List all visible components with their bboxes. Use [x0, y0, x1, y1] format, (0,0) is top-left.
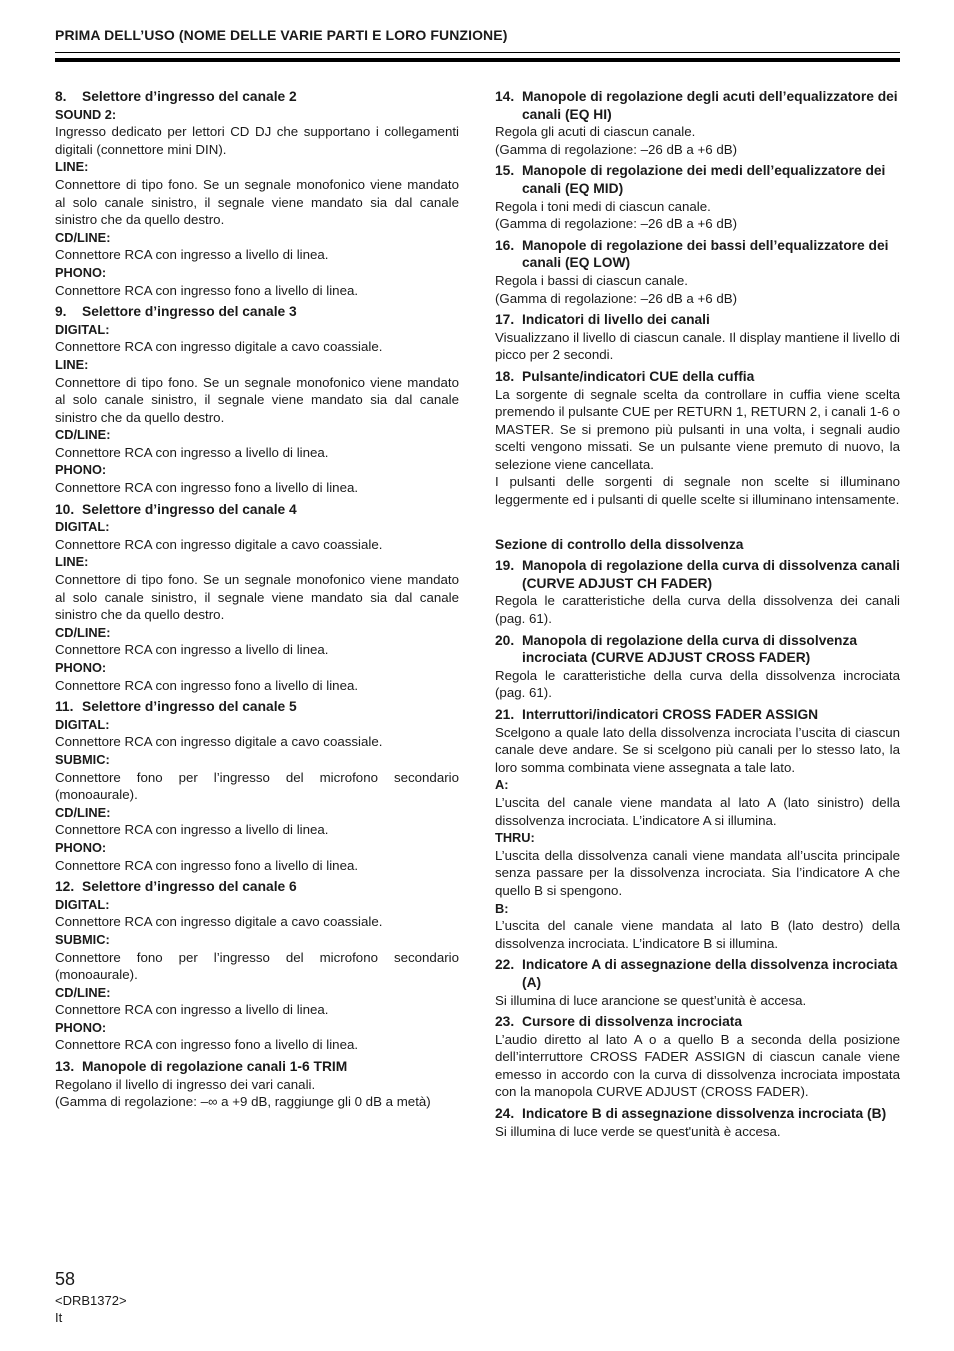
section-heading [495, 237, 900, 272]
section-heading [495, 1105, 900, 1123]
section-number: 17. [495, 312, 515, 328]
section-heading [55, 501, 459, 519]
entry-text: Regola i bassi di ciascun canale. [495, 272, 688, 288]
section-item [495, 706, 900, 952]
entry-text: Si illumina di luce arancione se quest’unità è accesa. [495, 992, 807, 1008]
entry-text: L’uscita del canale viene mandata al lato B (lato destro) della dissolvenza incrociata. L’indicatore B si illumina. [495, 918, 900, 951]
header-rule-thin [55, 52, 900, 53]
page-header-title: PRIMA DELL’USO (NOME DELLE VARIE PARTI E LORO FUNZIONE) [55, 27, 508, 43]
section-heading [495, 632, 900, 667]
section-heading [495, 311, 900, 329]
section-number: 23. [495, 1014, 515, 1030]
entry-label: PHONO: [55, 660, 107, 675]
entry-label: DIGITAL: [55, 321, 110, 337]
entry-label: CD/LINE: [55, 229, 111, 245]
section-number: 20. [495, 632, 515, 648]
entry-label: DIGITAL: [55, 519, 110, 535]
entry-text: Connettore RCA con ingresso digitale a cavo coassiale. [55, 914, 383, 930]
section-title: Selettore d’ingresso del canale 4 [82, 501, 297, 517]
section-title: Manopole di regolazione canali 1-6 TRIM [82, 1059, 348, 1075]
entry-label: LINE: [55, 356, 89, 372]
section-item [495, 88, 900, 158]
entry-text: L’audio diretto al lato A o a quello B a seconda della posizione dell’interruttore CROSS FADER ASSIGN di ciascun canale viene emesso in accordo con la curva di dissolvenza incrociata impostata con la manopola CURVE ADJUST (CROSS FADER). [495, 1031, 900, 1100]
section-heading [495, 706, 900, 724]
entry-text: Connettore RCA con ingresso fono a livello di linea. [55, 1037, 359, 1053]
section-subheading: Sezione di controllo della dissolvenza [495, 536, 744, 552]
document-code: <DRB1372> [55, 1293, 127, 1308]
left-column [55, 88, 459, 1111]
entry-label: A: [495, 777, 509, 793]
entry-text: Connettore RCA con ingresso fono a livello di linea. [55, 282, 359, 298]
entry-text: Connettore RCA con ingresso fono a livello di linea. [55, 480, 359, 496]
section-item [495, 162, 900, 232]
section-number: 14. [495, 89, 515, 104]
section-item [55, 501, 459, 695]
entry-text: Connettore RCA con ingresso digitale a cavo coassiale. [55, 339, 383, 355]
entry-label: PHONO: [55, 1019, 107, 1035]
entry-text: (Gamma di regolazione: –26 dB a +6 dB) [495, 216, 738, 232]
entry-text: Visualizzano il livello di ciascun canale. Il display mantiene il livello di picco per 2 secondi. [495, 329, 900, 363]
section-heading [55, 88, 459, 106]
section-item [55, 698, 459, 874]
section-title: Selettore d’ingresso del canale 6 [82, 879, 297, 895]
right-column [495, 88, 900, 1140]
entry-text: Connettore RCA con ingresso a livello di linea. [55, 247, 329, 263]
entry-text: Connettore RCA con ingresso fono a livello di linea. [55, 677, 359, 693]
entry-label: PHONO: [55, 264, 107, 280]
entry-text: Connettore RCA con ingresso a livello di linea. [55, 1002, 329, 1018]
entry-text: Connettore RCA con ingresso a livello di linea. [55, 642, 329, 658]
entry-label: SUBMIC: [55, 751, 110, 767]
entry-label: CD/LINE: [55, 804, 111, 820]
section-item [55, 88, 459, 299]
entry-text: L’uscita della dissolvenza canali viene mandata all’uscita principale senza passare per la dissolvenza incrociata. Sia l’indicatore A che quello B si spengono. [495, 847, 900, 898]
section-heading [495, 1013, 900, 1031]
entry-text: (Gamma di regolazione: –26 dB a +6 dB) [495, 290, 738, 306]
section-item [495, 368, 900, 509]
entry-text: (Gamma di regolazione: –26 dB a +6 dB) [495, 141, 738, 157]
entry-text: Regola i toni medi di ciascun canale. [495, 198, 711, 214]
section-number: 19. [495, 558, 515, 574]
entry-text: (Gamma di regolazione: –∞ a +9 dB, raggiunge gli 0 dB a metà) [55, 1094, 431, 1110]
entry-text: Regolano il livello di ingresso dei vari canali. [55, 1076, 316, 1092]
section-number: 10. [55, 501, 75, 517]
section-title: Pulsante/indicatori CUE della cuffia [522, 368, 755, 384]
section-title: Selettore d’ingresso del canale 3 [82, 304, 297, 320]
entry-text: Connettore fono per l’ingresso del microfono secondario (monoaurale). [55, 949, 459, 983]
section-heading [55, 698, 459, 716]
section-heading [495, 956, 900, 991]
section-heading [495, 557, 900, 592]
entry-text: I pulsanti delle sorgenti di segnale non scelte si illuminano leggermente ed i pulsanti di quelle scelte si illuminano intensamente. [495, 474, 900, 508]
section-title: Indicatore A di assegnazione della dissolvenza incrociata (A) [522, 957, 898, 990]
entry-text: L’uscita del canale viene mandata al lato A (lato sinistro) della dissolvenza incrociata. L’indicatore A si illumina. [495, 794, 900, 828]
entry-label: SOUND 2: [55, 106, 117, 122]
entry-label: DIGITAL: [55, 896, 110, 912]
entry-label: LINE: [55, 554, 89, 570]
section-item [495, 956, 900, 1009]
section-heading [55, 878, 459, 896]
section-title: Manopole di regolazione degli acuti dell’equalizzatore dei canali (EQ HI) [522, 89, 898, 122]
entry-label: CD/LINE: [55, 984, 111, 1000]
section-number: 18. [495, 368, 515, 384]
entry-label: SUBMIC: [55, 931, 110, 947]
section-number: 13. [55, 1059, 75, 1075]
section-item [495, 311, 900, 364]
section-item [495, 237, 900, 307]
entry-label: B: [495, 900, 509, 916]
section-title: Indicatori di livello dei canali [522, 312, 710, 328]
section-number: 8. [55, 89, 67, 104]
section-number: 12. [55, 879, 75, 895]
section-title: Indicatore B di assegnazione dissolvenza incrociata (B) [522, 1106, 887, 1122]
section-number: 21. [495, 707, 515, 722]
section-title: Selettore d’ingresso del canale 5 [82, 699, 297, 715]
entry-label: DIGITAL: [55, 716, 110, 732]
entry-label: PHONO: [55, 839, 107, 855]
section-item [55, 1058, 459, 1111]
entry-text: Connettore di tipo fono. Se un segnale monofonico viene mandato al solo canale sinistro, il segnale viene mandato sia dal canale sinistro che da quello destro. [55, 176, 459, 228]
section-number: 24. [495, 1106, 515, 1122]
entry-text: La sorgente di segnale scelta da controllare in cuffia viene scelta premendo il pulsante CUE per RETURN 1, RETURN 2, i canali 1-6 o MASTER. Se si premono più pulsanti in una volta, i segnali audio scelti vengono missati. Se un pulsante viene premuto di nuovo, la selezione viene cancellata. [495, 386, 900, 472]
entry-text: Connettore fono per l’ingresso del microfono secondario (monoaurale). [55, 769, 459, 803]
entry-text: Connettore RCA con ingresso a livello di linea. [55, 444, 329, 460]
section-heading [55, 303, 459, 321]
entry-label: PHONO: [55, 462, 107, 478]
section-item [495, 632, 900, 702]
entry-text: Connettore RCA con ingresso digitale a cavo coassiale. [55, 536, 383, 552]
entry-label: CD/LINE: [55, 427, 111, 443]
language-code: It [55, 1310, 63, 1325]
entry-text: Connettore RCA con ingresso a livello di linea. [55, 822, 329, 838]
section-heading [55, 1058, 459, 1076]
entry-label: CD/LINE: [55, 624, 111, 640]
entry-text: Connettore di tipo fono. Se un segnale monofonico viene mandato al solo canale sinistro, il segnale viene mandato sia dal canale sinistro che da quello destro. [55, 374, 459, 425]
section-title: Manopole di regolazione dei medi dell’equalizzatore dei canali (EQ MID) [522, 163, 886, 196]
entry-label: THRU: [495, 830, 535, 846]
section-title: Selettore d’ingresso del canale 2 [82, 89, 297, 104]
entry-text: Ingresso dedicato per lettori CD DJ che supportano i collegamenti digitali (connettore mini DIN). [55, 124, 459, 157]
entry-text: Connettore RCA con ingresso fono a livello di linea. [55, 857, 359, 873]
section-item [55, 303, 459, 497]
page-number: 58 [55, 1269, 76, 1289]
section-number: 15. [495, 163, 515, 179]
section-heading [495, 368, 900, 386]
section-heading [495, 88, 900, 123]
section-number: 16. [495, 237, 515, 253]
entry-text: Regola le caratteristiche della curva della dissolvenza dei canali (pag. 61). [495, 593, 900, 627]
section-title: Cursore di dissolvenza incrociata [522, 1014, 743, 1030]
section-item [495, 1105, 900, 1140]
entry-label: LINE: [55, 159, 89, 175]
entry-text: Si illumina di luce verde se quest'unità è accesa. [495, 1123, 781, 1139]
section-number: 22. [495, 957, 515, 973]
entry-text: Connettore di tipo fono. Se un segnale monofonico viene mandato al solo canale sinistro, il segnale viene mandato sia dal canale sinistro che da quello destro. [55, 572, 459, 623]
entry-text: Connettore RCA con ingresso digitale a cavo coassiale. [55, 734, 383, 750]
entry-text: Regola gli acuti di ciascun canale. [495, 124, 696, 140]
section-title: Manopola di regolazione della curva di dissolvenza incrociata (CURVE ADJUST CROSS FADER) [522, 632, 858, 666]
section-item [495, 557, 900, 627]
section-number: 9. [55, 304, 67, 320]
section-heading [495, 162, 900, 197]
section-title: Manopole di regolazione dei bassi dell’equalizzatore dei canali (EQ LOW) [522, 237, 889, 271]
entry-text: Scelgono a quale lato della dissolvenza incrociata l’uscita di ciascun canale deve andare. Se si scelgono più canali per lo stesso lato, la loro somma combinata viene assegnata a tale lato. [495, 724, 900, 775]
entry-text: Regola le caratteristiche della curva della dissolvenza incrociata (pag. 61). [495, 667, 900, 701]
section-title: Interruttori/indicatori CROSS FADER ASSIGN [522, 707, 819, 722]
section-item [495, 1013, 900, 1101]
section-title: Manopola di regolazione della curva di dissolvenza canali (CURVE ADJUST CH FADER) [522, 558, 900, 591]
header-rule-thick [55, 58, 900, 62]
section-item [55, 878, 459, 1054]
section-number: 11. [55, 699, 74, 715]
